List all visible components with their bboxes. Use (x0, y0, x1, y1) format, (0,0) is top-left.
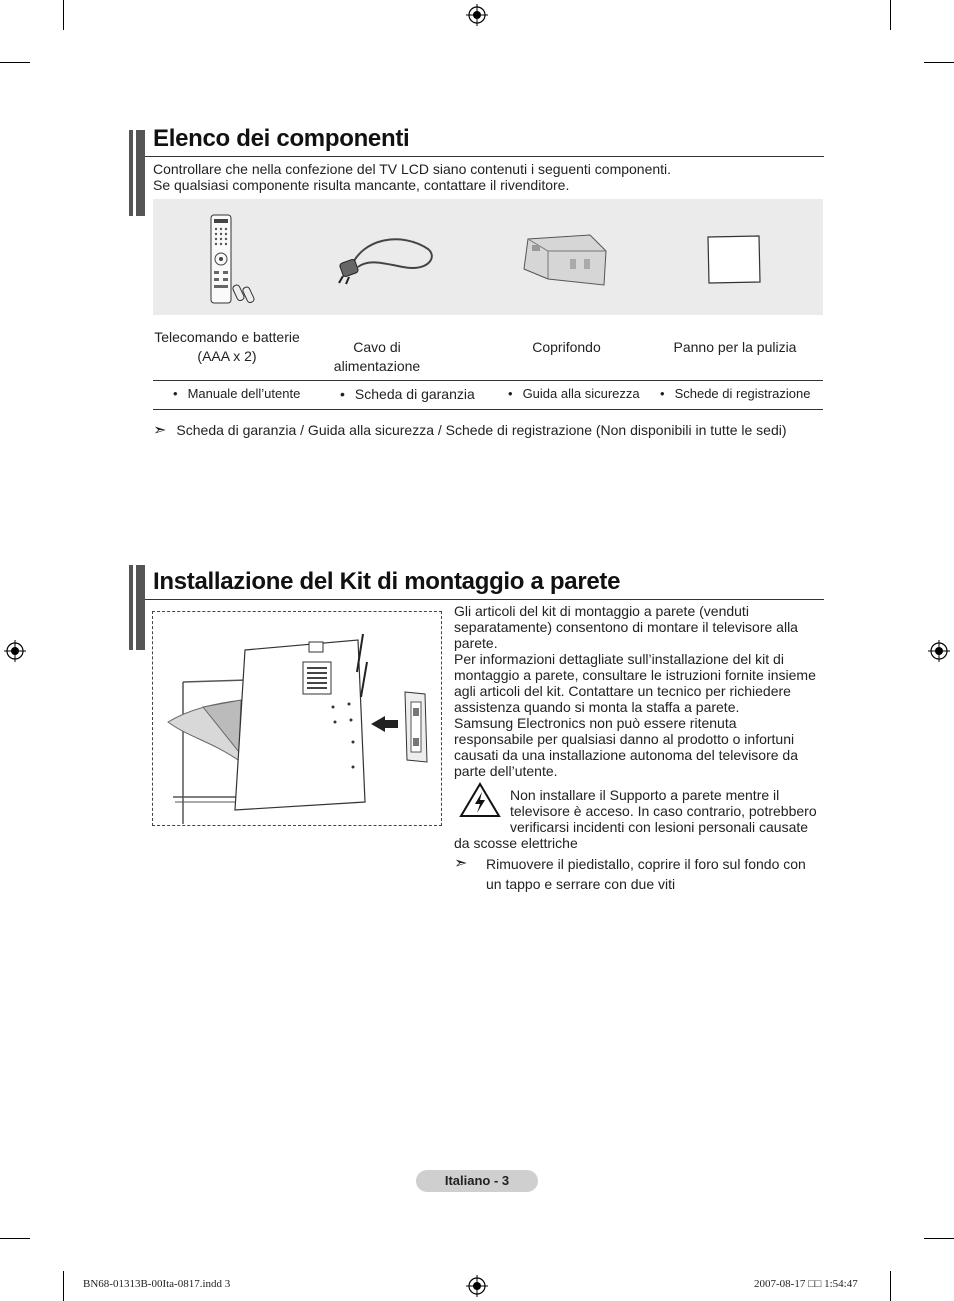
note-arrow-icon: ➣ (153, 422, 167, 439)
text-line: Samsung Electronics non può essere ritenuta (454, 715, 737, 731)
bullet: • (660, 386, 665, 401)
text-line: separatamente) consentono di montare il televisore alla (454, 619, 798, 635)
component-label-line: Panno per la pulizia (673, 339, 797, 355)
text-line: verificarsi incidenti con lesioni personali causate (510, 819, 809, 835)
wall-mount-diagram (153, 612, 441, 825)
text-line: da scosse elettriche (454, 835, 578, 851)
registration-target-icon (928, 640, 950, 662)
text-line: televisore è acceso. In caso contrario, potrebbero (510, 803, 817, 819)
component-label-line: Cavo di alimentazione (333, 339, 421, 374)
component-label (153, 328, 301, 366)
crop-mark (924, 1238, 954, 1239)
crop-mark (63, 0, 64, 30)
text-line: assistenza quando si monta la staffa a parete. (454, 699, 740, 715)
note-text: Scheda di garanzia / Guida alla sicurezza / Schede di registrazione (Non disponibili in tutte le sedi) (176, 422, 787, 438)
extra-item (340, 386, 475, 402)
components-image-band (153, 199, 823, 315)
component-label-line: (AAA x 2) (197, 348, 257, 364)
section-rule (145, 156, 824, 157)
bullet: • (173, 386, 178, 401)
registration-target-icon (466, 4, 488, 26)
extra-label: Schede di registrazione (674, 386, 811, 401)
text-line: un tappo e serrare con due viti (486, 876, 676, 892)
text-line: causati da una installazione autonoma del televisore da (454, 747, 799, 763)
file-slug: BN68-01313B-00Ita-0817.indd 3 (83, 1278, 231, 1290)
extra-item (173, 386, 300, 401)
crop-mark (924, 62, 954, 63)
extra-label: Guida alla sicurezza (522, 386, 640, 401)
text-line: Per informazioni dettagliate sull’installazione del kit di (454, 651, 784, 667)
remote-control-icon (205, 213, 265, 307)
component-label-line: Telecomando e batterie (154, 329, 300, 345)
text-line: Non installare il Supporto a parete mentre il (510, 787, 780, 803)
bullet: • (340, 386, 345, 402)
section-marker (129, 565, 145, 650)
intro-line: Controllare che nella confezione del TV LCD siano contenuti i seguenti componenti. (153, 161, 672, 177)
warning-text (454, 787, 829, 851)
power-cord-icon (333, 227, 443, 287)
extra-item (508, 386, 640, 401)
page-number: Italiano - 3 (416, 1170, 538, 1192)
registration-target-icon (466, 1275, 488, 1297)
extra-label: Manuale dell’utente (187, 386, 301, 401)
component-label (661, 338, 809, 357)
cover-bottom-icon (518, 231, 613, 289)
text-line: parte dell’utente. (454, 763, 558, 779)
cleaning-cloth-icon (705, 234, 763, 286)
text-line: responsabile per qualsiasi danno al prodotto o infortuni (454, 731, 795, 747)
component-label (495, 338, 638, 357)
section-rule (145, 599, 824, 600)
intro-line: Se qualsiasi componente risulta mancante, contattare il rivenditore. (153, 177, 570, 193)
wall-mount-illustration (152, 611, 442, 826)
section-title: Installazione del Kit di montaggio a parete (153, 568, 621, 595)
note-arrow-icon: ➣ (454, 855, 468, 872)
text-line: montaggio a parete, consultare le istruzioni fornite insieme (454, 667, 816, 683)
extras-row (153, 380, 823, 410)
crop-mark (0, 62, 30, 63)
extra-item (660, 386, 810, 401)
text-line: agli articoli del kit. Contattare un tecnico per richiedere (454, 683, 791, 699)
crop-mark (0, 1238, 30, 1239)
text-line: Rimuovere il piedistallo, coprire il foro sul fondo con (486, 856, 806, 872)
note (153, 420, 787, 440)
note (454, 854, 829, 894)
text-line: Gli articoli del kit di montaggio a parete (venduti (454, 603, 749, 619)
crop-mark (890, 0, 891, 30)
text-line: parete. (454, 635, 498, 651)
bullet: • (508, 386, 513, 401)
crop-mark (890, 1271, 891, 1301)
component-label (313, 338, 441, 376)
extra-label: Scheda di garanzia (354, 386, 475, 402)
intro-text (153, 161, 823, 193)
install-description (454, 603, 829, 779)
crop-mark (63, 1271, 64, 1301)
timestamp-slug: 2007-08-17 □□ 1:54:47 (754, 1278, 858, 1290)
section-marker (129, 130, 145, 216)
registration-target-icon (4, 640, 26, 662)
component-label-line: Coprifondo (532, 339, 601, 355)
section-title: Elenco dei componenti (153, 125, 410, 152)
